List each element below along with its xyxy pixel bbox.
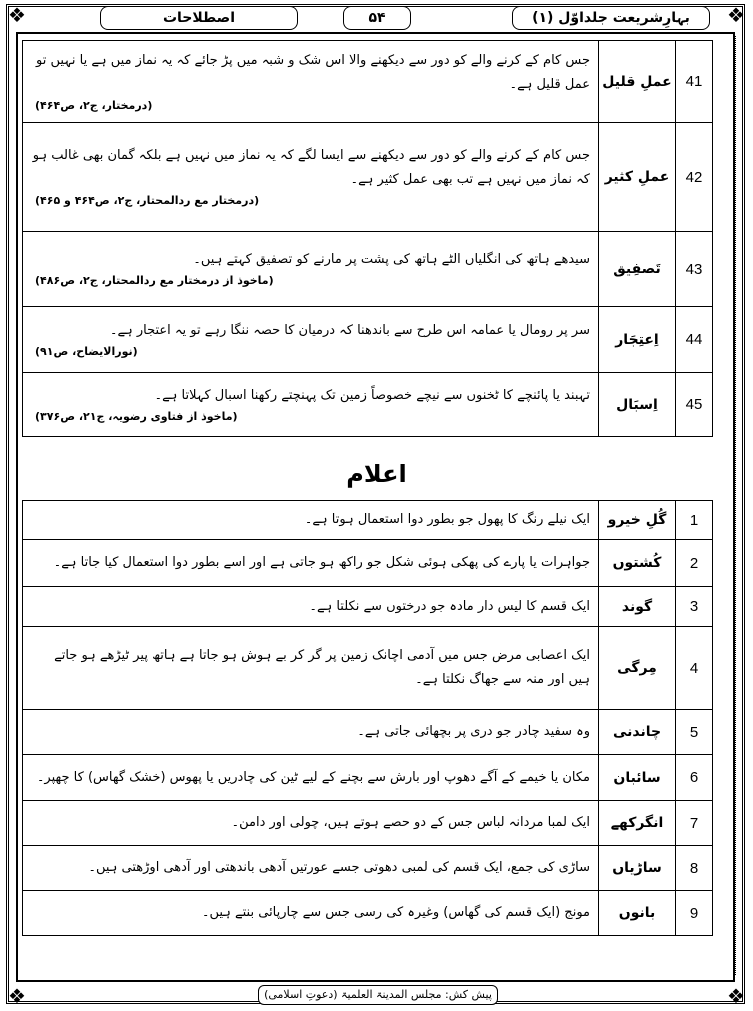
term: اِعتِجَار <box>599 307 676 373</box>
row-number: 8 <box>676 846 713 891</box>
names-table <box>22 500 713 936</box>
row-number: 7 <box>676 801 713 846</box>
row-number: 9 <box>676 891 713 936</box>
definition: جس کام کے کرنے والے کو دور سے دیکھنے سے ایسا لگے کہ یہ نماز میں نہیں ہے بلکہ گمان بھی غالب ہو کہ نماز میں نہیں ہے تب بھی عمل کثیر ہے۔ <box>32 148 590 187</box>
table-row <box>23 41 713 123</box>
row-number: 2 <box>676 540 713 587</box>
term: گُلِ خیرو <box>599 501 676 540</box>
term: تَصفِیق <box>599 232 676 307</box>
definition: ایک اعصابی مرض جس میں آدمی اچانک زمین پر گر کر بے ہوش ہو جاتا ہے ہاتھ پیر ٹیڑھے ہو جاتے ہیں اور منہ سے جھاگ نکلتا ہے۔ <box>23 627 599 710</box>
reference: (درمختار، ج۲، ص۴۶۴) <box>35 98 153 112</box>
term: بانوں <box>599 891 676 936</box>
border-vine-right <box>735 36 745 975</box>
definition: سر پر رومال یا عمامہ اس طرح سے باندھنا کہ درمیان کا حصہ ننگا رہے تو یہ اعتجار ہے۔ <box>109 322 590 338</box>
terms-table <box>22 40 713 437</box>
term: مِرگی <box>599 627 676 710</box>
definition: سیدھے ہاتھ کی انگلیاں الٹے ہاتھ کی پشت پر مارنے کو تصفیق کہتے ہیں۔ <box>193 252 590 267</box>
reference: (درمختار مع ردالمحتار، ج۲، ص۴۶۴ و ۴۶۵) <box>35 194 260 207</box>
border-vine-left <box>8 36 18 975</box>
table-row <box>23 307 713 373</box>
term: چاندنی <box>599 710 676 755</box>
table-row <box>23 801 713 846</box>
footer-publisher: پیش کش: مجلس المدینۃ العلمیۃ (دعوتِ اسلامی) <box>258 985 498 1005</box>
table-row <box>23 501 713 540</box>
reference: (نورالایضاح، ص۹۱) <box>35 344 138 358</box>
term: ساڑیاں <box>599 846 676 891</box>
reference: (ماخوذ از فتاوی رضویہ، ج۲۱، ص۳۷۶) <box>35 409 238 423</box>
row-number: 42 <box>676 123 713 232</box>
term: اِسبَال <box>599 373 676 437</box>
book-title: بہارِشریعت جلداوّل (۱) <box>512 6 710 30</box>
row-number: 41 <box>676 41 713 123</box>
term: گوند <box>599 587 676 627</box>
definition: تہبند یا پائنچے کا ٹخنوں سے نیچے خصوصاً زمین تک پہنچتے رکھنا اسبال کہلاتا ہے۔ <box>154 387 590 403</box>
row-number: 3 <box>676 587 713 627</box>
corner-ornament-icon: ❖ <box>8 984 26 1008</box>
corner-ornament-icon: ❖ <box>727 984 745 1008</box>
definition: جس کام کے کرنے والے کو دور سے دیکھنے والا اس شک و شبہ میں پڑ جائے کہ یہ نماز میں ہے یا نہیں تو عمل قلیل ہے۔ <box>36 52 590 92</box>
term: عملِ کثیر <box>599 123 676 232</box>
definition: مکان یا خیمے کے آگے دھوپ اور بارش سے بچنے کے لیے ٹین کی چادریں یا پھوس (خشک گھاس) کا چھپر۔ <box>23 755 599 801</box>
definition-cell <box>23 232 599 307</box>
table-row <box>23 123 713 232</box>
term: انگرکھے <box>599 801 676 846</box>
definition: ایک لمبا مردانہ لباس جس کے دو حصے ہوتے ہیں، چولی اور دامن۔ <box>23 801 599 846</box>
definition-cell <box>23 123 599 232</box>
row-number: 44 <box>676 307 713 373</box>
row-number: 1 <box>676 501 713 540</box>
reference: (ماخوذ از درمختار مع ردالمحتار، ج۲، ص۴۸۶) <box>35 274 274 287</box>
row-number: 45 <box>676 373 713 437</box>
definition: جواہرات یا پارے کی پھکی ہوئی شکل جو راکھ ہو جاتی ہے اور اسے بطور دوا استعمال کیا جاتا ہے۔ <box>23 540 599 587</box>
term: عملِ قلیل <box>599 41 676 123</box>
row-number: 6 <box>676 755 713 801</box>
definition: مونج (ایک قسم کی گھاس) وغیرہ کی رسی جس سے چارپائی بنتے ہیں۔ <box>23 891 599 936</box>
table-row <box>23 710 713 755</box>
table-row <box>23 373 713 437</box>
corner-ornament-icon: ❖ <box>727 3 745 27</box>
table-row <box>23 627 713 710</box>
table-row <box>23 587 713 627</box>
table-row <box>23 846 713 891</box>
term: کُشتوں <box>599 540 676 587</box>
corner-ornament-icon: ❖ <box>8 3 26 27</box>
table-row <box>23 891 713 936</box>
definition-cell <box>23 41 599 123</box>
page-number: ۵۴ <box>343 6 411 30</box>
definition: ایک نیلے رنگ کا پھول جو بطور دوا استعمال ہوتا ہے۔ <box>23 501 599 540</box>
row-number: 43 <box>676 232 713 307</box>
section-heading: اعلام <box>346 460 407 488</box>
row-number: 5 <box>676 710 713 755</box>
definition: وہ سفید چادر جو دری پر بچھائی جاتی ہے۔ <box>23 710 599 755</box>
definition-cell <box>23 373 599 437</box>
definition: ایک قسم کا لیس دار مادہ جو درختوں سے نکلتا ہے۔ <box>23 587 599 627</box>
table-row <box>23 232 713 307</box>
table-row <box>23 540 713 587</box>
definition-cell <box>23 307 599 373</box>
row-number: 4 <box>676 627 713 710</box>
section-title: اصطلاحات <box>100 6 298 30</box>
table-row <box>23 755 713 801</box>
term: سائبان <box>599 755 676 801</box>
definition: ساڑی کی جمع، ایک قسم کی لمبی دھوتی جسے عورتیں آدھی باندھتی اور آدھی اوڑھتی ہیں۔ <box>23 846 599 891</box>
